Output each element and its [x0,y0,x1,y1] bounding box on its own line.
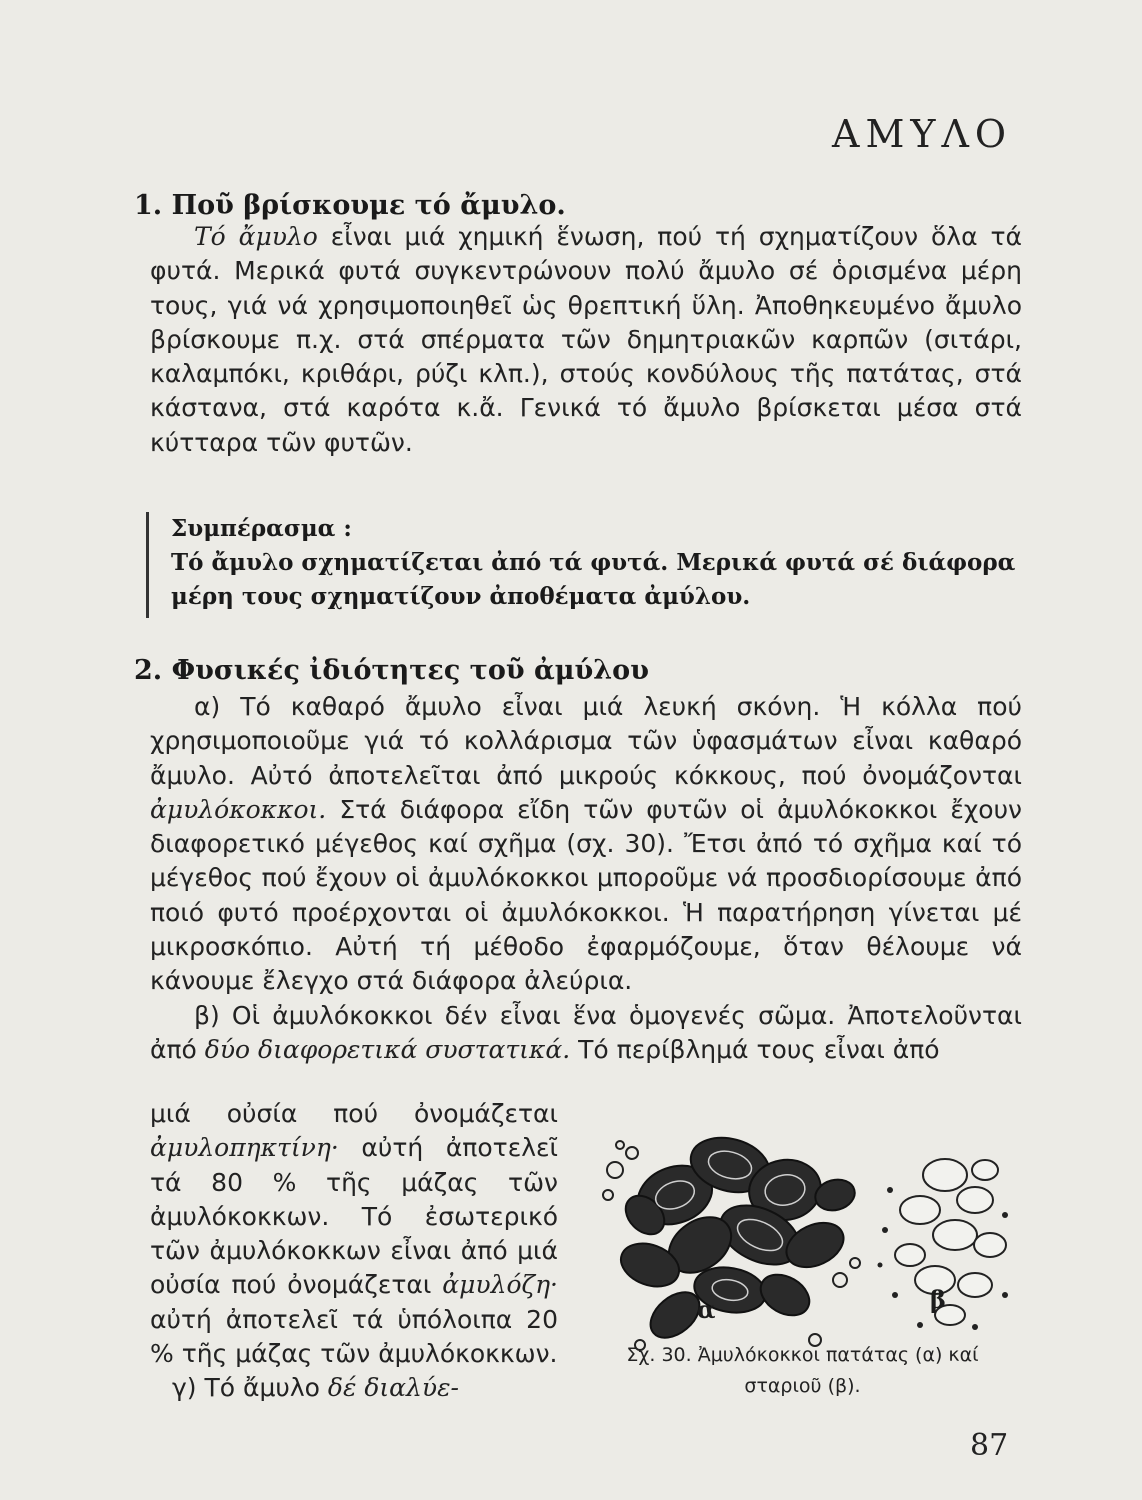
running-head: ΑΜΥΛΟ [832,112,1013,156]
wheat-starch-granules [895,1159,1006,1325]
figure-caption [580,1340,1025,1402]
paragraph-text: εἶναι μιά χημική ἕνωση, πού τή σχηματίζουν ὅλα τά φυτά. Μερικά φυτά συγκεντρώνουν πολύ ἄμυλο σέ ὁρισμένα μέρη τους, γιά νά χρησιμοποιηθεῖ ὡς θρεπτική ὕλη. Ἀποθηκευμένο ἄμυλο βρίσκουμε π.χ. στά σπέρματα τῶν δημητριακῶν καρπῶν (σιτάρι, καλαμπόκι, κριθάρι, ρύζι κλπ.), στούς κονδύλους τῆς πατάτας, στά κάστανα, στά καρότα κ.ἄ. Γενικά τό ἄμυλο βρίσκεται μέσα στά κύτταρα τῶν φυτῶν. [150,222,1022,457]
paragraph-c [150,1371,558,1405]
paragraph-b-continued [150,1097,558,1371]
conclusion-box [146,512,1026,618]
section-1-heading: 1. Ποῦ βρίσκουμε τό ἄμυλο. [134,190,566,221]
potato-starch-granules [615,1130,858,1347]
italic-term-amylopectin: ἀμυλοπηκτίνη· [150,1133,339,1163]
narrow-column-text [150,1097,558,1406]
section-2-heading: 2. Φυσικές ἰδιότητες τοῦ ἀμύλου [134,655,649,686]
paragraph-b-text-2: Τό περίβλημά τους εἶναι ἀπό [570,1034,940,1064]
italic-term: Τό ἄμυλο [194,222,318,251]
section-2-body [150,690,1022,1067]
paragraph-b-text-1: β) Οἱ ἀμυλόκοκκοι δέν εἶναι ἕνα ὁμογενές σῶμα. Ἀποτελοῦνται ἀπό [150,1000,1022,1064]
narrow-text-3: αὐτή ἀποτελεῖ τά ὑπόλοιπα 20 % τῆς μάζας τῶν ἀμυλόκοκκων. [150,1304,558,1369]
caption-line-2: σταριοῦ (β). [744,1375,861,1397]
caption-line-1: Σχ. 30. Ἀμυλόκοκκοι πατάτας (α) καί [626,1344,979,1366]
italic-term-not-dissolve: δέ διαλύε- [327,1373,459,1403]
italic-term-amylose: ἀμυλόζη· [442,1270,558,1300]
figure-label-a: α [697,1295,716,1324]
figure-label-b: β [930,1285,946,1314]
paragraph-b [150,999,1022,1068]
narrow-text-1: μιά οὐσία πού ὀνομάζεται [150,1099,558,1128]
italic-term-two-components: δύο διαφορετικά συστατικά. [204,1034,571,1064]
paragraph-a-text-1: α) Τό καθαρό ἄμυλο εἶναι μιά λευκή σκόνη. Ἡ κόλλα πού χρησιμοποιοῦμε γιά τό κολλάρισμα τῶν ὑφασμάτων εἶναι καθαρό ἄμυλο. Αὐτό ἀποτελεῖται ἀπό μικρούς κόκκους, πού ὀνομάζονται [150,692,1022,790]
section-1-body [150,220,1022,460]
italic-term-amylokokkoi: ἀμυλόκοκκοι. [150,794,327,824]
section-1-paragraph [150,220,1022,460]
narrow-text-2: αὐτή ἀποτελεῖ τά 80 % τῆς μάζας τῶν ἀμυλόκοκκων. Τό ἐσωτερικό τῶν ἀμυλόκοκκων εἶναι ἀπό μιά οὐσία πού ὀνομάζεται [150,1133,558,1300]
paragraph-c-text: γ) Τό ἄμυλο [172,1373,328,1403]
page-number: 87 [970,1428,1009,1463]
conclusion-title: Συμπέρασμα : [171,515,352,542]
paragraph-a-text-2: Στά διάφορα εἴδη τῶν φυτῶν οἱ ἀμυλόκοκκοι ἔχουν διαφορετικό μέγεθος καί σχῆμα (σχ. 30). Ἔτσι ἀπό τό σχῆμα καί τό μέγεθος πού ἔχουν οἱ ἀμυλόκοκκοι μποροῦμε νά προσδιορίσουμε ἀπό ποιό φυτό προέρχονται οἱ ἀμυλόκοκκοι. Ἡ παρατήρηση γίνεται μέ μικροσκόπιο. Αὐτή τή μέθοδο ἐφαρμόζουμε, ὅταν θέλουμε νά κάνουμε ἔλεγχο στά διάφορα ἀλεύρια. [150,794,1022,996]
paragraph-a [150,690,1022,999]
conclusion-text: Τό ἄμυλο σχηματίζεται ἀπό τά φυτά. Μερικά φυτά σέ διάφορα μέρη τους σχηματίζουν ἀποθέματα ἀμύλου. [171,549,1016,610]
